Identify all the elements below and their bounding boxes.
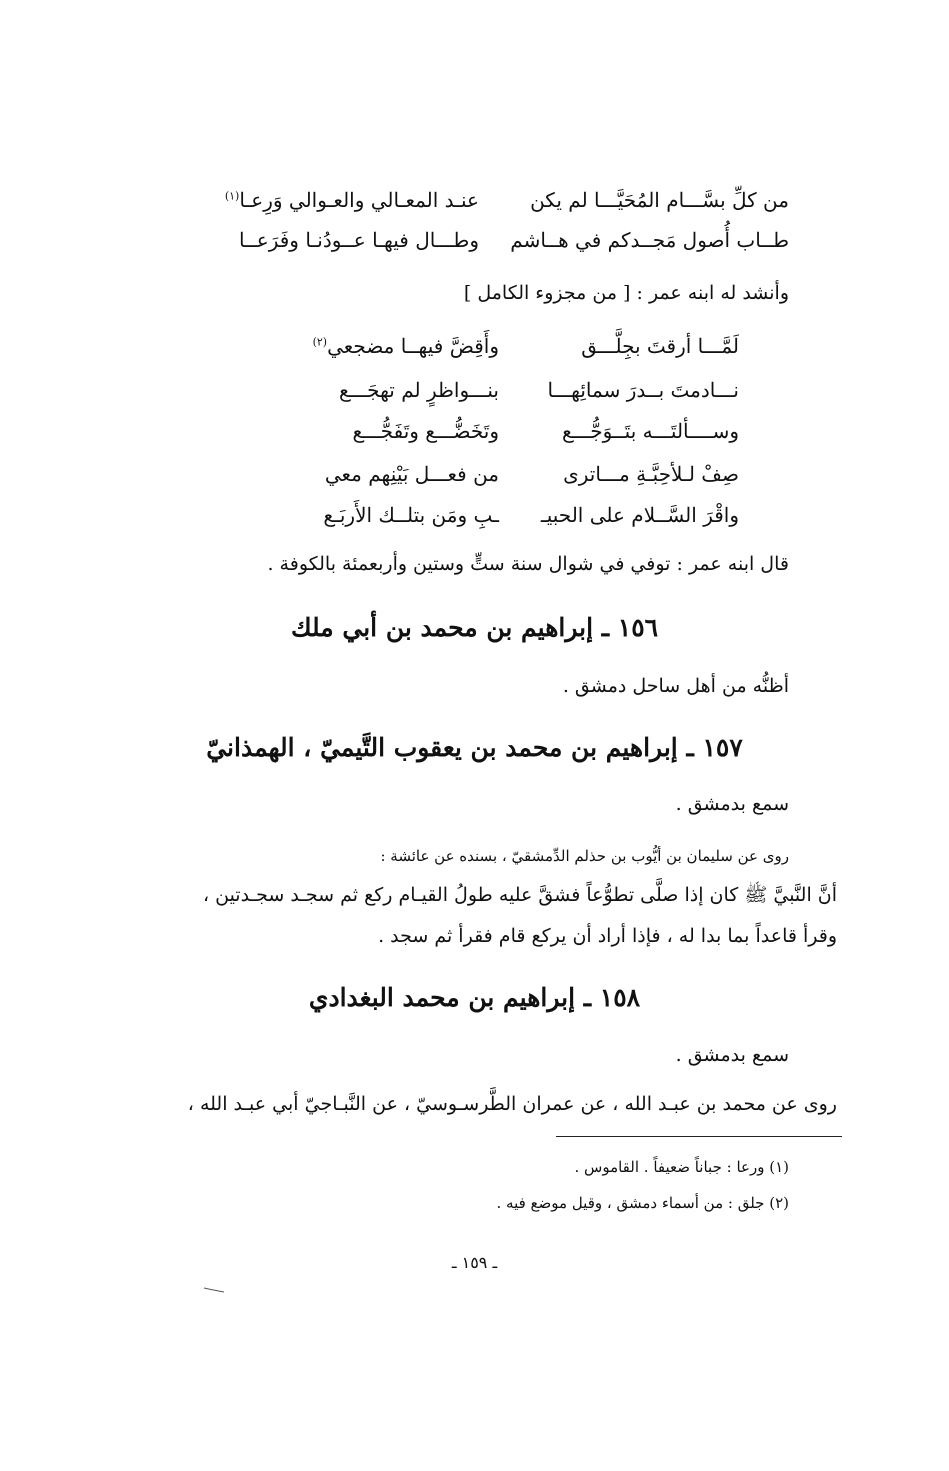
page-number: ـ ١٥٩ ـ bbox=[451, 1253, 498, 1272]
poem2-verse-1-second-hemistich bbox=[313, 334, 499, 358]
poem1-verse-1-second-text: عنـد المعـالي والعـوالي وَرِعـا bbox=[239, 188, 479, 212]
footnote-marker-1: (١) bbox=[224, 189, 240, 203]
entry-157-line-1: سمع بدمشق . bbox=[675, 793, 789, 815]
poem2-verse-5-second-hemistich: ـبِ ومَن بتلــك الأَربَـع bbox=[323, 503, 499, 527]
death-note: قال ابنه عمر : توفي في شوال سنة ستٍّ وستين وأربعمئة بالكوفة . bbox=[267, 553, 789, 575]
poem2-verse-2-first-hemistich: نـــادمتَ بــدرَ سمائِهـــا bbox=[547, 378, 739, 402]
poem1-verse-1-first-hemistich: من كلِّ بسَّـــام المُحَيَّـــا لم يكن bbox=[530, 188, 789, 212]
footnote-2: (٢) جلق : من أسماء دمشق ، وقيل موضع فيه . bbox=[496, 1194, 789, 1212]
poem2-verse-1-second-text: وأَقِضَّ فيهــا مضجعي bbox=[327, 334, 499, 358]
poem2-verse-3 bbox=[229, 419, 739, 455]
entry-156-heading: ١٥٦ ـ إبراهيم بن محمد بن أبي ملك bbox=[290, 613, 659, 642]
entry-158-heading: ١٥٨ ـ إبراهيم بن محمد البغدادي bbox=[308, 983, 641, 1012]
poem1-verse-2-first-hemistich: طــاب أُصول مَجــدكم في هــاشم bbox=[510, 228, 789, 252]
poem1-verse-1 bbox=[159, 188, 789, 224]
poem2-verse-4-second-hemistich: من فعـــل بَيْنِهم معي bbox=[324, 462, 499, 486]
entry-158-line-2: روى عن محمد بن عبـد الله ، عن عمران الطَّرسـوسيّ ، عن النَّبـاجيّ أبي عبـد الله ، bbox=[187, 1093, 837, 1115]
poem2-verse-5 bbox=[229, 503, 739, 539]
entry-157-line-2: روى عن سليمان بن أيُّوب بن حذلم الدِّمشقيّ ، بسنده عن عائشة : bbox=[380, 847, 789, 865]
poem2-verse-3-first-hemistich: وســــألتَـــه بتَــوَجُّـــع bbox=[562, 419, 739, 443]
entry-158-line-1: سمع بدمشق . bbox=[675, 1044, 789, 1066]
poem2-verse-1 bbox=[229, 334, 739, 370]
poem2-verse-3-second-hemistich: وتَخَضُّـــع وتَفَجُّـــع bbox=[352, 419, 499, 443]
poem2-verse-4 bbox=[229, 462, 739, 498]
entry-157-line-4: وقرأ قاعداً بما بدا له ، فإذا أراد أن يركع قام فقرأ ثم سجد . bbox=[378, 925, 837, 947]
footnote-marker-2: (٢) bbox=[312, 335, 328, 349]
entry-156-line-1: أظنُّه من أهل ساحل دمشق . bbox=[562, 675, 789, 697]
poem1-verse-2 bbox=[159, 228, 789, 264]
poem1-verse-2-second-hemistich: وطـــال فيهـا عــودُنـا وفَرَعــا bbox=[238, 228, 479, 252]
scan-mark-icon bbox=[203, 1287, 225, 1293]
poem2-verse-2-second-hemistich: بنـــواظرٍ لم تهجَـــع bbox=[338, 378, 499, 402]
poem2-verse-4-first-hemistich: صِفْ لـلأحِبَّـةِ مـــاترى bbox=[563, 462, 739, 486]
entry-157-line-3: أنَّ النَّبيَّ ﷺ كان إذا صلَّى تطوُّعاً فشقَّ عليه طولُ القيـام ركع ثم سجـد سجـدتين ، bbox=[202, 884, 837, 906]
footnote-1: (١) ورعا : جباناً ضعيفاً . القاموس . bbox=[574, 1158, 789, 1176]
poem1-verse-1-second-hemistich bbox=[225, 188, 479, 212]
poem2-verse-5-first-hemistich: واقْرَ السَّــلام على الحبيـ bbox=[540, 503, 739, 527]
entry-157-heading: ١٥٧ ـ إبراهيم بن محمد بن يعقوب التَّيميّ ، الهمذانيّ bbox=[206, 733, 743, 762]
footnote-divider bbox=[556, 1136, 842, 1137]
intro-line: وأنشد له ابنه عمر : [ من مجزوء الكامل ] bbox=[463, 282, 789, 304]
poem2-verse-1-first-hemistich: لَمَّـــا أرقتَ بجِلَّـــق bbox=[581, 334, 739, 358]
poem2-verse-2 bbox=[229, 378, 739, 414]
